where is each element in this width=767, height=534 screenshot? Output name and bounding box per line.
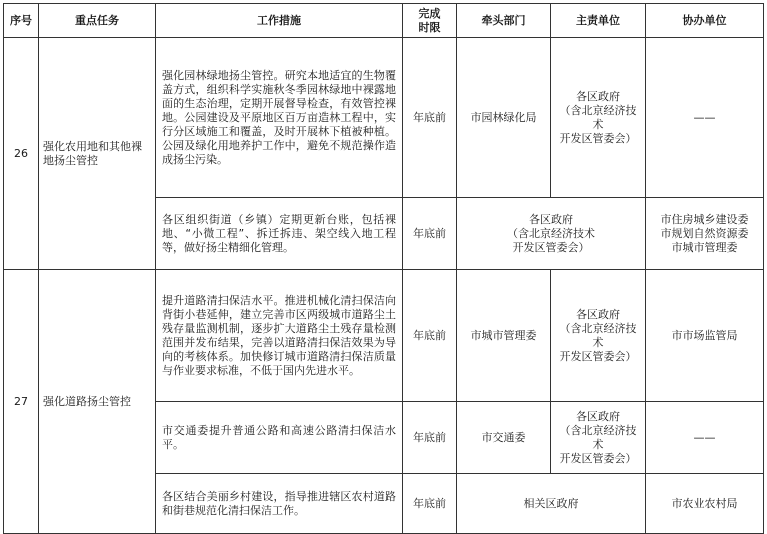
assist-cell: 市市场监管局 <box>646 270 764 402</box>
main-line: （含北京经济技术 <box>559 103 637 131</box>
header-assist: 协办单位 <box>646 4 764 38</box>
header-lead: 牵头部门 <box>457 4 551 38</box>
assist-line: 市住房城乡建设委 <box>660 212 749 226</box>
assist-cell: —— <box>646 402 764 474</box>
main-cell <box>551 38 646 198</box>
header-main: 主责单位 <box>551 4 646 38</box>
main-line: 各区政府 <box>576 307 620 321</box>
main-line: 开发区管委会） <box>559 451 637 465</box>
merged-line: （含北京经济技术 <box>507 226 595 240</box>
merged-line: 开发区管委会） <box>512 240 590 254</box>
lead-main-merged-cell: 相关区政府 <box>457 474 646 534</box>
measures-cell: 各区组织街道（乡镇）定期更新台账，包括裸地、“小微工程”、拆迁拆违、架空线入地工程等，做好扬尘精细化管理。 <box>156 198 403 270</box>
header-deadline <box>403 4 457 38</box>
assist-cell <box>646 198 764 270</box>
header-deadline-line1: 完成 <box>418 6 441 20</box>
table-row <box>4 270 764 402</box>
measures-cell: 强化园林绿地扬尘管控。研究本地适宜的生物覆盖方式，组织科学实施秋冬季园林绿地中裸露地面的生态治理，定期开展督导检查，有效管控裸地。公园建设及平原地区百万亩造林工程中，实行分区域施工和覆盖，及时开展林下植被种植。公园及绿化用地养护工作中，避免不规范操作造成扬尘污染。 <box>156 38 403 198</box>
main-line: （含北京经济技术 <box>559 423 637 451</box>
main-line: 开发区管委会） <box>559 131 637 145</box>
task-cell: 强化农用地和其他裸地扬尘管控 <box>39 38 156 270</box>
assist-cell: —— <box>646 38 764 198</box>
assist-cell: 市农业农村局 <box>646 474 764 534</box>
header-task: 重点任务 <box>39 4 156 38</box>
seq-cell: 26 <box>4 38 39 270</box>
lead-cell: 市园林绿化局 <box>457 38 551 198</box>
task-table <box>3 3 764 534</box>
main-line: 各区政府 <box>576 89 620 103</box>
deadline-cell: 年底前 <box>403 198 457 270</box>
deadline-cell: 年底前 <box>403 474 457 534</box>
task-cell: 强化道路扬尘管控 <box>39 270 156 534</box>
measures-cell: 各区结合美丽乡村建设，指导推进辖区农村道路和街巷规范化清扫保洁工作。 <box>156 474 403 534</box>
deadline-cell: 年底前 <box>403 38 457 198</box>
lead-cell: 市交通委 <box>457 402 551 474</box>
deadline-cell: 年底前 <box>403 270 457 402</box>
header-measures: 工作措施 <box>156 4 403 38</box>
merged-line: 各区政府 <box>529 212 573 226</box>
assist-line: 市规划自然资源委 <box>660 226 749 240</box>
lead-main-merged-cell <box>457 198 646 270</box>
seq-cell: 27 <box>4 270 39 534</box>
measures-cell: 市交通委提升普通公路和高速公路清扫保洁水平。 <box>156 402 403 474</box>
main-cell <box>551 270 646 402</box>
header-row <box>4 4 764 38</box>
measures-cell: 提升道路清扫保洁水平。推进机械化清扫保洁向背街小巷延伸，建立完善市区两级城市道路尘土残存量监测机制，逐步扩大道路尘土残存量检测范围并发布结果，完善以道路清扫保洁效果为导向的考核体系。加快修订城市道路清扫保洁质量与作业要求标准，不低于国内先进水平。 <box>156 270 403 402</box>
main-line: 各区政府 <box>576 409 620 423</box>
table-row <box>4 38 764 198</box>
header-seq: 序号 <box>4 4 39 38</box>
main-cell <box>551 402 646 474</box>
assist-line: 市城市管理委 <box>671 240 738 254</box>
deadline-cell: 年底前 <box>403 402 457 474</box>
lead-cell: 市城市管理委 <box>457 270 551 402</box>
main-line: 开发区管委会） <box>559 349 637 363</box>
header-deadline-line2: 时限 <box>418 20 441 34</box>
main-line: （含北京经济技术 <box>559 321 637 349</box>
